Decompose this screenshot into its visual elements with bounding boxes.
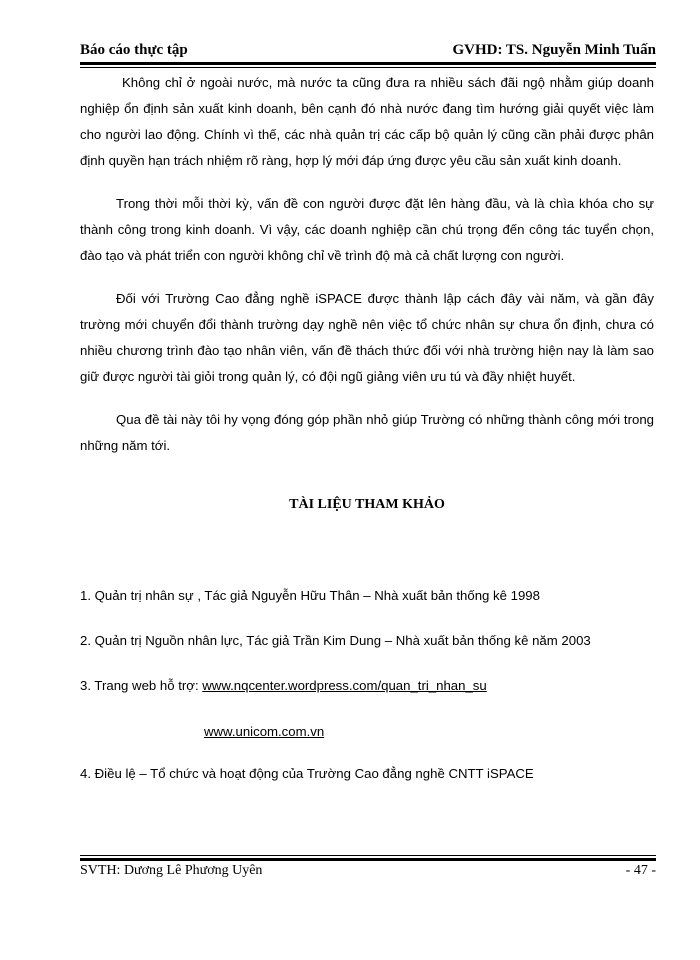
page-number: - 47 -: [625, 863, 656, 878]
header-supervisor: GVHD: TS. Nguyễn Minh Tuấn: [452, 42, 656, 58]
reference-item-2: 2. Quản trị Nguồn nhân lực, Tác giả Trần Kim Dung – Nhà xuất bản thống kê năm 2003: [80, 633, 591, 648]
paragraph-4: Qua đề tài này tôi hy vọng đóng góp phần nhỏ giúp Trường có những thành công mới trong những năm tới.: [80, 412, 654, 453]
reference-item-1: 1. Quản trị nhân sự , Tác giả Nguyễn Hữu Thân – Nhà xuất bản thống kê 1998: [80, 588, 540, 603]
page-header: [80, 40, 656, 62]
body-text: [80, 70, 654, 476]
reference-item-4: 4. Điều lệ – Tổ chức và hoạt động của Trường Cao đẳng nghề CNTT iSPACE: [80, 766, 534, 781]
paragraph-1: Không chỉ ở ngoài nước, mà nước ta cũng đưa ra nhiều sách đãi ngộ nhằm giúp doanh nghiệp ổn định sản xuất kinh doanh, bên cạnh đó nhà nước đang tìm hướng giải quyết việc làm cho người lao động. Chính vì thế, các nhà quản trị các cấp bộ quản lý cũng cần phải được phân định quyền hạn trách nhiệm rõ ràng, hợp lý mới đáp ứng được yêu cầu sản xuất kinh doanh.: [80, 75, 654, 168]
paragraph-3: Đối với Trường Cao đẳng nghề iSPACE được thành lập cách đây vài năm, và gần đây trường mới chuyển đổi thành trường dạy nghề nên việc tổ chức nhân sự chưa ổn định, chưa có nhiều chương trình đào tạo nhân viên, vấn đề thách thức đối với nhà trường hiện nay là làm sao giữ được người tài giỏi trong quản lý, có đội ngũ giảng viên ưu tú và đầy nhiệt huyết.: [80, 291, 654, 384]
header-report-title: Báo cáo thực tập: [80, 42, 188, 58]
reference-web-link-2[interactable]: www.unicom.com.vn: [204, 724, 325, 739]
footer-rule: [80, 855, 656, 861]
footer-student: SVTH: Dương Lê Phương Uyên: [80, 863, 263, 878]
reference-web-link-1[interactable]: www.nqcenter.wordpress.com/quan_tri_nhan_su: [202, 678, 487, 693]
reference-item-3b: [204, 724, 324, 739]
header-rule: [80, 62, 656, 68]
reference-item-3-prefix: 3. Trang web hỗ trợ:: [80, 678, 203, 693]
reference-item-3: [80, 678, 487, 693]
references-title: TÀI LIỆU THAM KHẢO: [289, 497, 445, 512]
paragraph-2: Trong thời mỗi thời kỳ, vấn đề con người được đặt lên hàng đầu, và là chìa khóa cho sự thành công trong kinh doanh. Vì vậy, các doanh nghiệp cần chú trọng đến công tác tuyển chọn, đào tạo và phát triển con người không chỉ về trình độ mà cả chất lượng con người.: [80, 196, 654, 263]
